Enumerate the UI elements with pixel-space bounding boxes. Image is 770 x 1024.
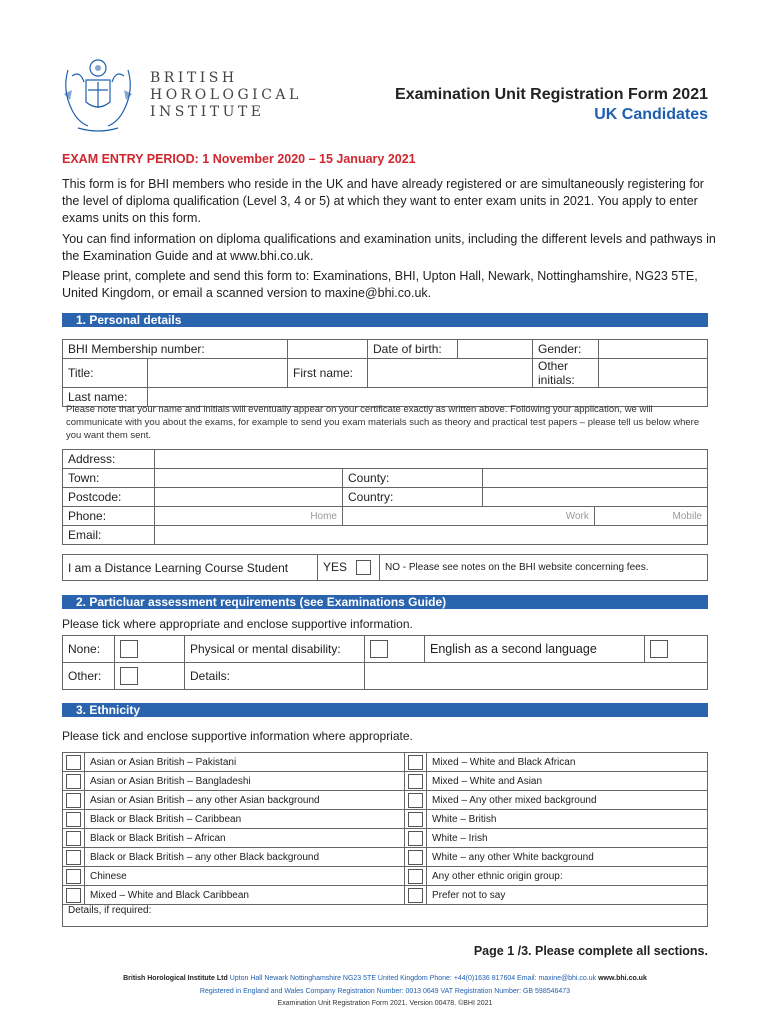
form-title: Examination Unit Registration Form 2021	[395, 86, 708, 103]
ethnicity-checkbox-cell	[405, 753, 427, 772]
ethnicity-checkbox[interactable]	[66, 793, 81, 808]
ethnicity-row	[63, 791, 708, 810]
ethnicity-row	[63, 829, 708, 848]
ethnicity-row	[63, 848, 708, 867]
ethnicity-checkbox[interactable]	[66, 774, 81, 789]
esl-label: English as a second language	[425, 636, 645, 663]
esl-checkbox[interactable]	[650, 640, 668, 658]
title-field[interactable]	[148, 359, 288, 388]
ethnicity-details-field[interactable]	[63, 905, 708, 927]
none-checkbox[interactable]	[120, 640, 138, 658]
phone-mobile-field[interactable]	[594, 507, 707, 526]
ethnicity-checkbox[interactable]	[408, 831, 423, 846]
ethnicity-option-label: White – any other White background	[427, 848, 708, 867]
ethnicity-option-label: Black or Black British – African	[85, 829, 405, 848]
other-label: Other:	[63, 663, 115, 690]
other-checkbox-cell	[115, 663, 185, 690]
title-label: Title:	[63, 359, 148, 388]
distance-yes-cell	[318, 555, 380, 581]
other-checkbox[interactable]	[120, 667, 138, 685]
ethnicity-checkbox-cell	[63, 810, 85, 829]
ethnicity-option-label: Asian or Asian British – Pakistani	[85, 753, 405, 772]
country-field[interactable]	[483, 488, 708, 507]
ethnicity-option-label: Chinese	[85, 867, 405, 886]
ethnicity-checkbox[interactable]	[66, 869, 81, 884]
ethnicity-row	[63, 753, 708, 772]
ethnicity-checkbox-cell	[405, 848, 427, 867]
first-name-label: First name:	[288, 359, 368, 388]
gender-field[interactable]	[599, 340, 708, 359]
phone-work-field[interactable]	[343, 507, 595, 526]
yes-label: YES	[323, 559, 348, 574]
gender-label: Gender:	[533, 340, 599, 359]
section-3-instruction: Please tick and enclose supportive information where appropriate.	[62, 729, 413, 743]
ethnicity-details-label: Details, if required:	[68, 905, 152, 916]
ethnicity-option-label: Mixed – White and Asian	[427, 772, 708, 791]
footer-version: Examination Unit Registration Form 2021. Version 00478. ©BHI 2021	[277, 1000, 493, 1007]
ethnicity-checkbox-cell	[63, 753, 85, 772]
ethnicity-checkbox[interactable]	[408, 869, 423, 884]
footer-org: British Horological Institute Ltd	[123, 975, 228, 982]
dob-field[interactable]	[458, 340, 533, 359]
ethnicity-checkbox-cell	[63, 867, 85, 886]
membership-label: BHI Membership number:	[63, 340, 288, 359]
ethnicity-option-label: Mixed – White and Black African	[427, 753, 708, 772]
ethnicity-checkbox[interactable]	[408, 774, 423, 789]
distance-no-note: NO - Please see notes on the BHI website concerning fees.	[380, 555, 708, 581]
section-1-heading: 1. Personal details	[62, 313, 708, 327]
disability-label: Physical or mental disability:	[185, 636, 365, 663]
phone-work-hint: Work	[565, 510, 589, 522]
ethnicity-checkbox-cell	[405, 886, 427, 905]
ethnicity-checkbox-cell	[405, 810, 427, 829]
intro-paragraph-3: Please print, complete and send this form to: Examinations, BHI, Upton Hall, Newark, Nottinghamshire, NG23 5TE, United Kingdom, or email a scanned version to maxine@bhi.co.uk.	[62, 269, 698, 300]
assessment-table	[62, 635, 708, 690]
address-field[interactable]	[155, 450, 708, 469]
ethnicity-checkbox[interactable]	[66, 831, 81, 846]
none-label: None:	[63, 636, 115, 663]
org-name-logo: BRITISH HOROLOGICAL INSTITUTE	[150, 70, 302, 120]
ethnicity-checkbox-cell	[405, 791, 427, 810]
footer-web[interactable]: www.bhi.co.uk	[598, 975, 647, 982]
ethnicity-option-label: Black or Black British – any other Black background	[85, 848, 405, 867]
ethnicity-checkbox-cell	[63, 829, 85, 848]
ethnicity-option-label: Asian or Asian British – any other Asian background	[85, 791, 405, 810]
section-2-heading: 2. Particluar assessment requirements (see Examinations Guide)	[62, 595, 708, 609]
intro-paragraph-2: You can find information on diploma qualifications and examination units, including the different levels and pathways in the Examination Guide and at www.bhi.co.uk.	[62, 232, 716, 263]
dob-label: Date of birth:	[368, 340, 458, 359]
ethnicity-option-label: Black or Black British – Caribbean	[85, 810, 405, 829]
section-2-instruction: Please tick where appropriate and enclose supportive information.	[62, 617, 413, 631]
ethnicity-row	[63, 886, 708, 905]
country-label: Country:	[343, 488, 483, 507]
phone-mobile-hint: Mobile	[672, 510, 702, 522]
ethnicity-option-label: Mixed – Any other mixed background	[427, 791, 708, 810]
other-initials-field[interactable]	[599, 359, 708, 388]
section-3-heading: 3. Ethnicity	[62, 703, 708, 717]
ethnicity-row	[63, 810, 708, 829]
page-indicator: Page 1 /3. Please complete all sections.	[473, 944, 708, 958]
first-name-field[interactable]	[368, 359, 533, 388]
footer-line-1	[0, 975, 770, 982]
ethnicity-checkbox-cell	[405, 867, 427, 886]
disability-checkbox-cell	[365, 636, 425, 663]
ethnicity-checkbox-cell	[63, 791, 85, 810]
ethnicity-checkbox[interactable]	[408, 850, 423, 865]
ethnicity-option-label: Any other ethnic origin group:	[427, 867, 708, 886]
ethnicity-row	[63, 772, 708, 791]
town-label: Town:	[63, 469, 155, 488]
intro-paragraph-1: This form is for BHI members who reside in the UK and have already registered or are simultaneously registering for the level of diploma qualification (Level 3, 4 or 5) at which they want to enter exam units in 2021. You apply to enter exams units on this form.	[62, 177, 704, 225]
ethnicity-checkbox-cell	[405, 772, 427, 791]
membership-field[interactable]	[288, 340, 368, 359]
ethnicity-table	[62, 752, 708, 927]
ethnicity-checkbox-cell	[63, 772, 85, 791]
personal-details-table	[62, 339, 708, 407]
town-field[interactable]	[155, 469, 343, 488]
ethnicity-option-label: Asian or Asian British – Bangladeshi	[85, 772, 405, 791]
ethnicity-checkbox[interactable]	[408, 793, 423, 808]
ethnicity-option-label: Mixed – White and Black Caribbean	[85, 886, 405, 905]
last-name-label: Last name:	[63, 388, 148, 407]
none-checkbox-cell	[115, 636, 185, 663]
address-table	[62, 449, 708, 545]
phone-label: Phone:	[63, 507, 155, 526]
form-subtitle: UK Candidates	[594, 106, 708, 123]
ethnicity-checkbox[interactable]	[408, 755, 423, 770]
ethnicity-checkbox[interactable]	[66, 888, 81, 903]
ethnicity-option-label: Prefer not to say	[427, 886, 708, 905]
ethnicity-checkbox[interactable]	[66, 755, 81, 770]
phone-home-hint: Home	[310, 510, 337, 522]
email-field[interactable]	[155, 526, 708, 545]
footer-registration: Registered in England and Wales Company Registration Number: 0013 0649 VAT Registration Number: GB 598546473	[199, 988, 571, 995]
distance-yes-checkbox[interactable]	[356, 560, 371, 575]
county-field[interactable]	[483, 469, 708, 488]
other-initials-label: Other initials:	[533, 359, 599, 388]
ethnicity-checkbox-cell	[63, 886, 85, 905]
esl-checkbox-cell	[645, 636, 708, 663]
details-field[interactable]	[365, 663, 708, 690]
postcode-label: Postcode:	[63, 488, 155, 507]
phone-home-field[interactable]	[155, 507, 343, 526]
ethnicity-checkbox-cell	[405, 829, 427, 848]
ethnicity-checkbox[interactable]	[66, 850, 81, 865]
details-label: Details:	[185, 663, 365, 690]
address-label: Address:	[63, 450, 155, 469]
ethnicity-checkbox[interactable]	[408, 888, 423, 903]
bhi-crest-logo	[58, 50, 138, 134]
disability-checkbox[interactable]	[370, 640, 388, 658]
distance-learning-table	[62, 554, 708, 581]
ethnicity-option-label: White – Irish	[427, 829, 708, 848]
distance-learning-label: I am a Distance Learning Course Student	[63, 555, 318, 581]
certificate-note: Please note that your name and initials will eventually appear on your certificate exactly as written above. Following your application, we will communicate with you about the exams, for example to send you exam materials such as theory and practical test papers – please tell us below where you want them sent.	[66, 404, 700, 441]
entry-period: EXAM ENTRY PERIOD: 1 November 2020 – 15 January 2021	[62, 152, 416, 166]
email-label: Email:	[63, 526, 155, 545]
footer-address: Upton Hall Newark Nottinghamshire NG23 5TE United Kingdom Phone: +44(0)1636 817604 Email: maxine@bhi.co.uk	[229, 975, 597, 982]
ethnicity-checkbox-cell	[63, 848, 85, 867]
ethnicity-row	[63, 867, 708, 886]
county-label: County:	[343, 469, 483, 488]
ethnicity-checkbox[interactable]	[66, 812, 81, 827]
ethnicity-checkbox[interactable]	[408, 812, 423, 827]
ethnicity-option-label: White – British	[427, 810, 708, 829]
postcode-field[interactable]	[155, 488, 343, 507]
